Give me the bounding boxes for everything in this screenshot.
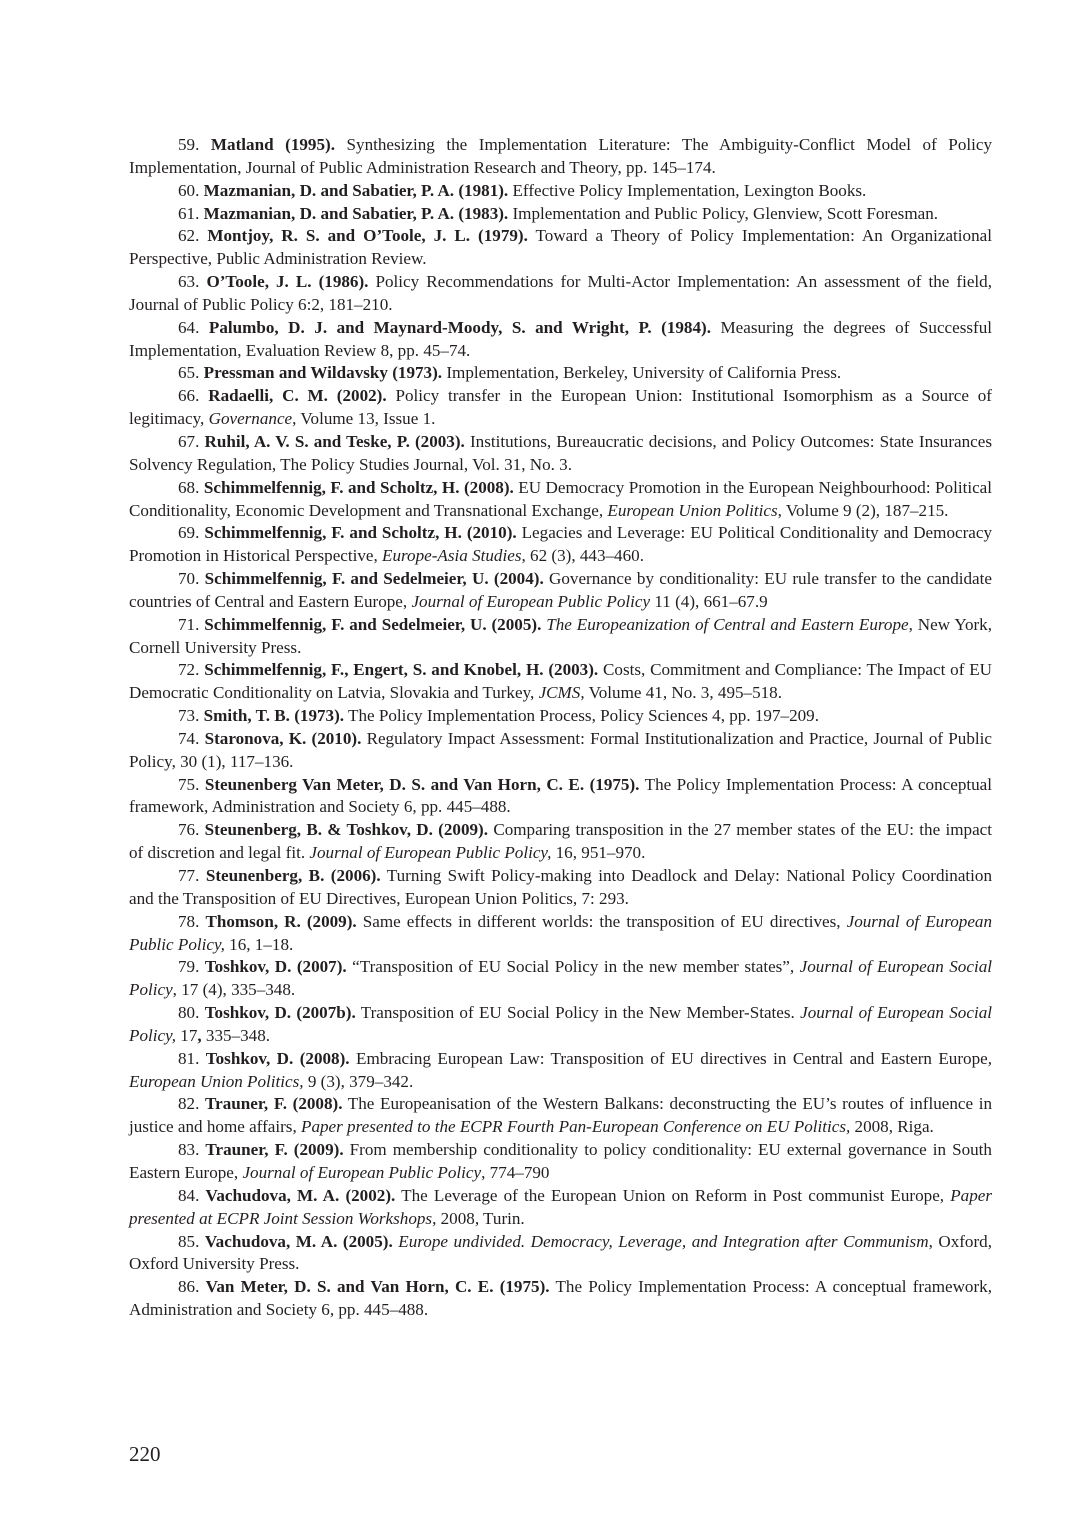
reference-entry (129, 385, 992, 431)
reference-text: 16, 951–970. (551, 843, 646, 863)
reference-author: Vachudova, M. A. (2002). (205, 1185, 396, 1205)
reference-author: Mazmanian, D. and Sabatier, P. A. (1983). (203, 203, 509, 223)
reference-text: “Transposition of EU Social Policy in the new member states”, (346, 957, 800, 977)
reference-number: 70. (178, 569, 200, 589)
reference-text: , 17 (4), 335–348. (172, 980, 296, 1000)
reference-entry (129, 1185, 992, 1231)
reference-text: Measuring the degrees of Successful Implementation, Evaluation Review 8, pp. 45–74. (129, 317, 992, 360)
reference-italic-text: Journal of European Public Policy (411, 591, 651, 611)
reference-entry (129, 1276, 992, 1322)
reference-number: 82. (178, 1094, 200, 1114)
reference-author: Schimmelfennig, F. and Scholtz, H. (2010). (204, 523, 517, 543)
reference-text: Policy transfer in the European Union: Institutional Isomorphism as a Source of legitimacy, (129, 386, 992, 429)
reference-list (129, 134, 992, 1322)
reference-entry (129, 134, 992, 180)
reference-text: , 62 (3), 443–460. (521, 546, 644, 566)
reference-entry (129, 1139, 992, 1185)
reference-number: 83. (178, 1140, 200, 1160)
reference-author: Palumbo, D. J. and Maynard-Moody, S. and Wright, P. (1984). (208, 317, 711, 337)
reference-number: 71. (178, 614, 200, 634)
reference-text: Effective Policy Implementation, Lexington Books. (508, 180, 867, 200)
reference-author: Schimmelfennig, F. and Sedelmeier, U. (2005). (204, 614, 542, 634)
reference-text: Transposition of EU Social Policy in the New Member-States. (355, 1003, 801, 1023)
reference-entry (129, 225, 992, 271)
reference-text: Governance by conditionality: EU rule transfer to the candidate countries of Central and Eastern Europe, (129, 569, 992, 611)
reference-number: 74. (178, 728, 200, 748)
reference-italic-text: , European Union Politics, (129, 1048, 992, 1091)
reference-author: Steunenberg, B. & Toshkov, D. (2009). (204, 820, 489, 840)
reference-entry (129, 659, 992, 705)
reference-italic-text: Paper presented at ECPR Joint Session Workshops (129, 1185, 992, 1228)
reference-entry (129, 431, 992, 477)
reference-entry (129, 774, 992, 820)
reference-number: 69. (178, 523, 200, 543)
reference-italic-text: Journal of European Public Policy (242, 1162, 482, 1182)
reference-author: O’Toole, J. L. (1986). (206, 272, 369, 292)
reference-author: Montjoy, R. S. and O’Toole, J. L. (1979). (207, 226, 528, 246)
reference-entry (129, 705, 992, 728)
reference-number: 68. (178, 477, 200, 497)
reference-text: EU Democracy Promotion in the European Neighbourhood: Political Conditionality, Economic Development and Transnational Exchange, (129, 477, 993, 520)
reference-number: 84. (178, 1185, 200, 1205)
reference-text: , 2008, Turin. (432, 1208, 525, 1228)
reference-text: , 774–790 (481, 1162, 550, 1182)
reference-text: Comparing transposition in the 27 member states of the EU: the impact of discretion and legal fit. (129, 820, 992, 863)
reference-number: 80. (178, 1003, 200, 1023)
reference-author: Steunenberg Van Meter, D. S. and Van Horn, C. E. (1975). (204, 774, 640, 794)
reference-author: Schimmelfennig, F. and Sedelmeier, U. (2004). (204, 569, 544, 589)
reference-author: Schimmelfennig, F., Engert, S. and Knobel, H. (2003). (204, 660, 599, 680)
reference-text: 17 (176, 1025, 198, 1045)
reference-author: Trauner, F. (2008). (205, 1094, 343, 1114)
reference-text: Embracing European Law: Transposition of EU directives in Central and Eastern Europe (349, 1048, 988, 1068)
reference-entry (129, 1093, 992, 1139)
reference-author: Trauner, F. (2009). (205, 1140, 344, 1160)
reference-number: 62. (178, 226, 200, 246)
reference-author: Thomson, R. (2009). (205, 911, 357, 931)
reference-entry (129, 956, 992, 1002)
reference-text: Implementation, Berkeley, University of California Press. (442, 363, 842, 383)
reference-text: The Leverage of the European Union on Reform in Post communist Europe, (395, 1185, 951, 1205)
reference-number: 73. (178, 706, 200, 726)
reference-entry (129, 568, 992, 614)
reference-author: Radaelli, C. M. (2002). (208, 386, 387, 406)
reference-text: 9 (3), 379–342. (303, 1071, 414, 1091)
reference-number: 78. (178, 911, 200, 931)
reference-author: Toshkov, D. (2008). (205, 1048, 350, 1068)
reference-number: 81. (178, 1048, 200, 1068)
reference-entry (129, 1231, 992, 1277)
reference-author: Matland (1995). (210, 135, 335, 154)
reference-text: Legacies and Leverage: EU Political Conditionality and Democracy Promotion in Historical Perspective, (129, 523, 992, 566)
reference-author: Toshkov, D. (2007b). (204, 1003, 356, 1023)
reference-number: 86. (178, 1277, 200, 1297)
reference-italic-text: Journal of European Public Policy, (309, 843, 552, 863)
reference-author: Toshkov, D. (2007). (204, 957, 347, 977)
reference-text: , Volume 13, Issue 1. (292, 409, 436, 429)
reference-number: 77. (178, 866, 200, 885)
reference-text: Volume 41, No. 3, 495–518. (584, 683, 783, 703)
reference-entry (129, 819, 992, 865)
reference-author: Staronova, K. (2010). (204, 728, 362, 748)
reference-italic-text: European Union Politics (607, 500, 778, 520)
reference-author: Steunenberg, B. (2006). (205, 866, 381, 885)
reference-text: Regulatory Impact Assessment: Formal Institutionalization and Practice, Journal of Public Policy, 30 (1), 117–136. (129, 728, 992, 771)
reference-italic-text: Journal of European Public Policy, (129, 911, 992, 954)
reference-text: , New York, Cornell University Press. (129, 614, 993, 657)
reference-number: 76. (178, 820, 200, 840)
reference-number: 66. (178, 386, 200, 406)
reference-number: 67. (178, 431, 200, 451)
reference-entry (129, 1048, 992, 1094)
reference-italic-text: Journal of European Social Policy (129, 957, 992, 1000)
page-number: 220 (129, 1442, 161, 1466)
reference-text: The Policy Implementation Process, Policy Sciences 4, pp. 197–209. (344, 706, 819, 726)
reference-text: From membership conditionality to policy conditionality: EU external governance in South Eastern Europe, (129, 1140, 992, 1182)
reference-entry (129, 728, 992, 774)
reference-italic-text: Journal of European Social Policy, (129, 1003, 992, 1045)
reference-text: , Volume 9 (2), 187–215. (777, 500, 949, 520)
reference-text: 2008, Riga. (850, 1117, 934, 1137)
reference-entry (129, 477, 992, 523)
reference-entry (129, 911, 992, 957)
reference-entry (129, 865, 992, 911)
reference-text: , (197, 1025, 202, 1045)
reference-author: Schimmelfennig, F. and Scholtz, H. (2008). (203, 477, 514, 497)
reference-italic-text: Europe undivided. Democracy, Leverage, and Integration after Communism (398, 1231, 929, 1251)
reference-text: 11 (4), 661–67.9 (650, 591, 768, 611)
reference-number: 72. (178, 660, 200, 680)
reference-text: 16, 1–18. (224, 934, 294, 954)
reference-entry (129, 614, 992, 660)
reference-text: The Europeanisation of the Western Balkans: deconstructing the EU’s routes of influence in justice and home affairs, (129, 1094, 992, 1137)
reference-text: Turning Swift Policy-making into Deadlock and Delay: National Policy Coordination and the Transposition of EU Directives, European Union Politics, 7: 293. (129, 866, 992, 908)
reference-entry (129, 317, 992, 363)
reference-text: Institutions, Bureaucratic decisions, and Policy Outcomes: State Insurances Solvency Regulation, The Policy Studies Journal, Vol. 31, No. 3. (129, 431, 992, 474)
reference-author: Mazmanian, D. and Sabatier, P. A. (1981). (203, 180, 509, 200)
reference-number: 59. (178, 135, 200, 154)
reference-author: Pressman and Wildavsky (1973). (203, 363, 443, 383)
reference-italic-text: Europe-Asia Studies (382, 546, 522, 566)
reference-entry (129, 1002, 992, 1048)
reference-number: 65. (178, 363, 200, 383)
reference-text: Synthesizing the Implementation Literature: The Ambiguity-Conflict Model of Policy Implementation, Journal of Public Administration Research and Theory, pp. 145–174. (129, 135, 992, 177)
reference-text: Policy Recommendations for Multi-Actor Implementation: An assessment of the field, Journal of Public Policy 6:2, 181–210. (129, 272, 993, 314)
reference-author: Ruhil, A. V. S. and Teske, P. (2003). (204, 431, 465, 451)
reference-entry (129, 203, 992, 226)
reference-italic-text: JCMS, (538, 683, 585, 703)
reference-italic-text: The Europeanization of Central and Eastern Europe (546, 614, 909, 634)
reference-text: Costs, Commitment and Compliance: The Impact of EU Democratic Conditionality on Latvia, Slovakia and Turkey, (129, 660, 992, 703)
reference-author: Van Meter, D. S. and Van Horn, C. E. (1975). (205, 1277, 550, 1297)
reference-number: 61. (178, 203, 200, 223)
reference-number: 63. (178, 272, 200, 292)
reference-author: Smith, T. B. (1973). (203, 706, 345, 726)
reference-number: 75. (178, 774, 200, 794)
reference-entry (129, 180, 992, 203)
reference-text: The Policy Implementation Process: A conceptual framework, Administration and Society 6, pp. 445–488. (129, 774, 992, 817)
reference-entry (129, 522, 992, 568)
reference-text: The Policy Implementation Process: A conceptual framework, Administration and Society 6, pp. 445–488. (129, 1277, 992, 1320)
reference-italic-text: Paper presented to the ECPR Fourth Pan-European Conference on EU Politics, (301, 1117, 851, 1137)
reference-number: 64. (178, 317, 200, 337)
reference-italic-text: Governance (208, 409, 293, 429)
reference-number: 85. (178, 1231, 200, 1251)
reference-number: 79. (178, 957, 200, 977)
reference-number: 60. (178, 180, 200, 200)
reference-entry (129, 271, 992, 317)
reference-author: Vachudova, M. A. (2005). (204, 1231, 393, 1251)
reference-text: Toward a Theory of Policy Implementation: An Organizational Perspective, Public Administration Review. (129, 226, 992, 269)
reference-text: Same effects in different worlds: the transposition of EU directives, (356, 911, 847, 931)
reference-text: 335–348. (201, 1025, 271, 1045)
reference-text: , Oxford, Oxford University Press. (129, 1231, 992, 1274)
reference-text: Implementation and Public Policy, Glenview, Scott Foresman. (508, 203, 939, 223)
reference-entry (129, 362, 992, 385)
